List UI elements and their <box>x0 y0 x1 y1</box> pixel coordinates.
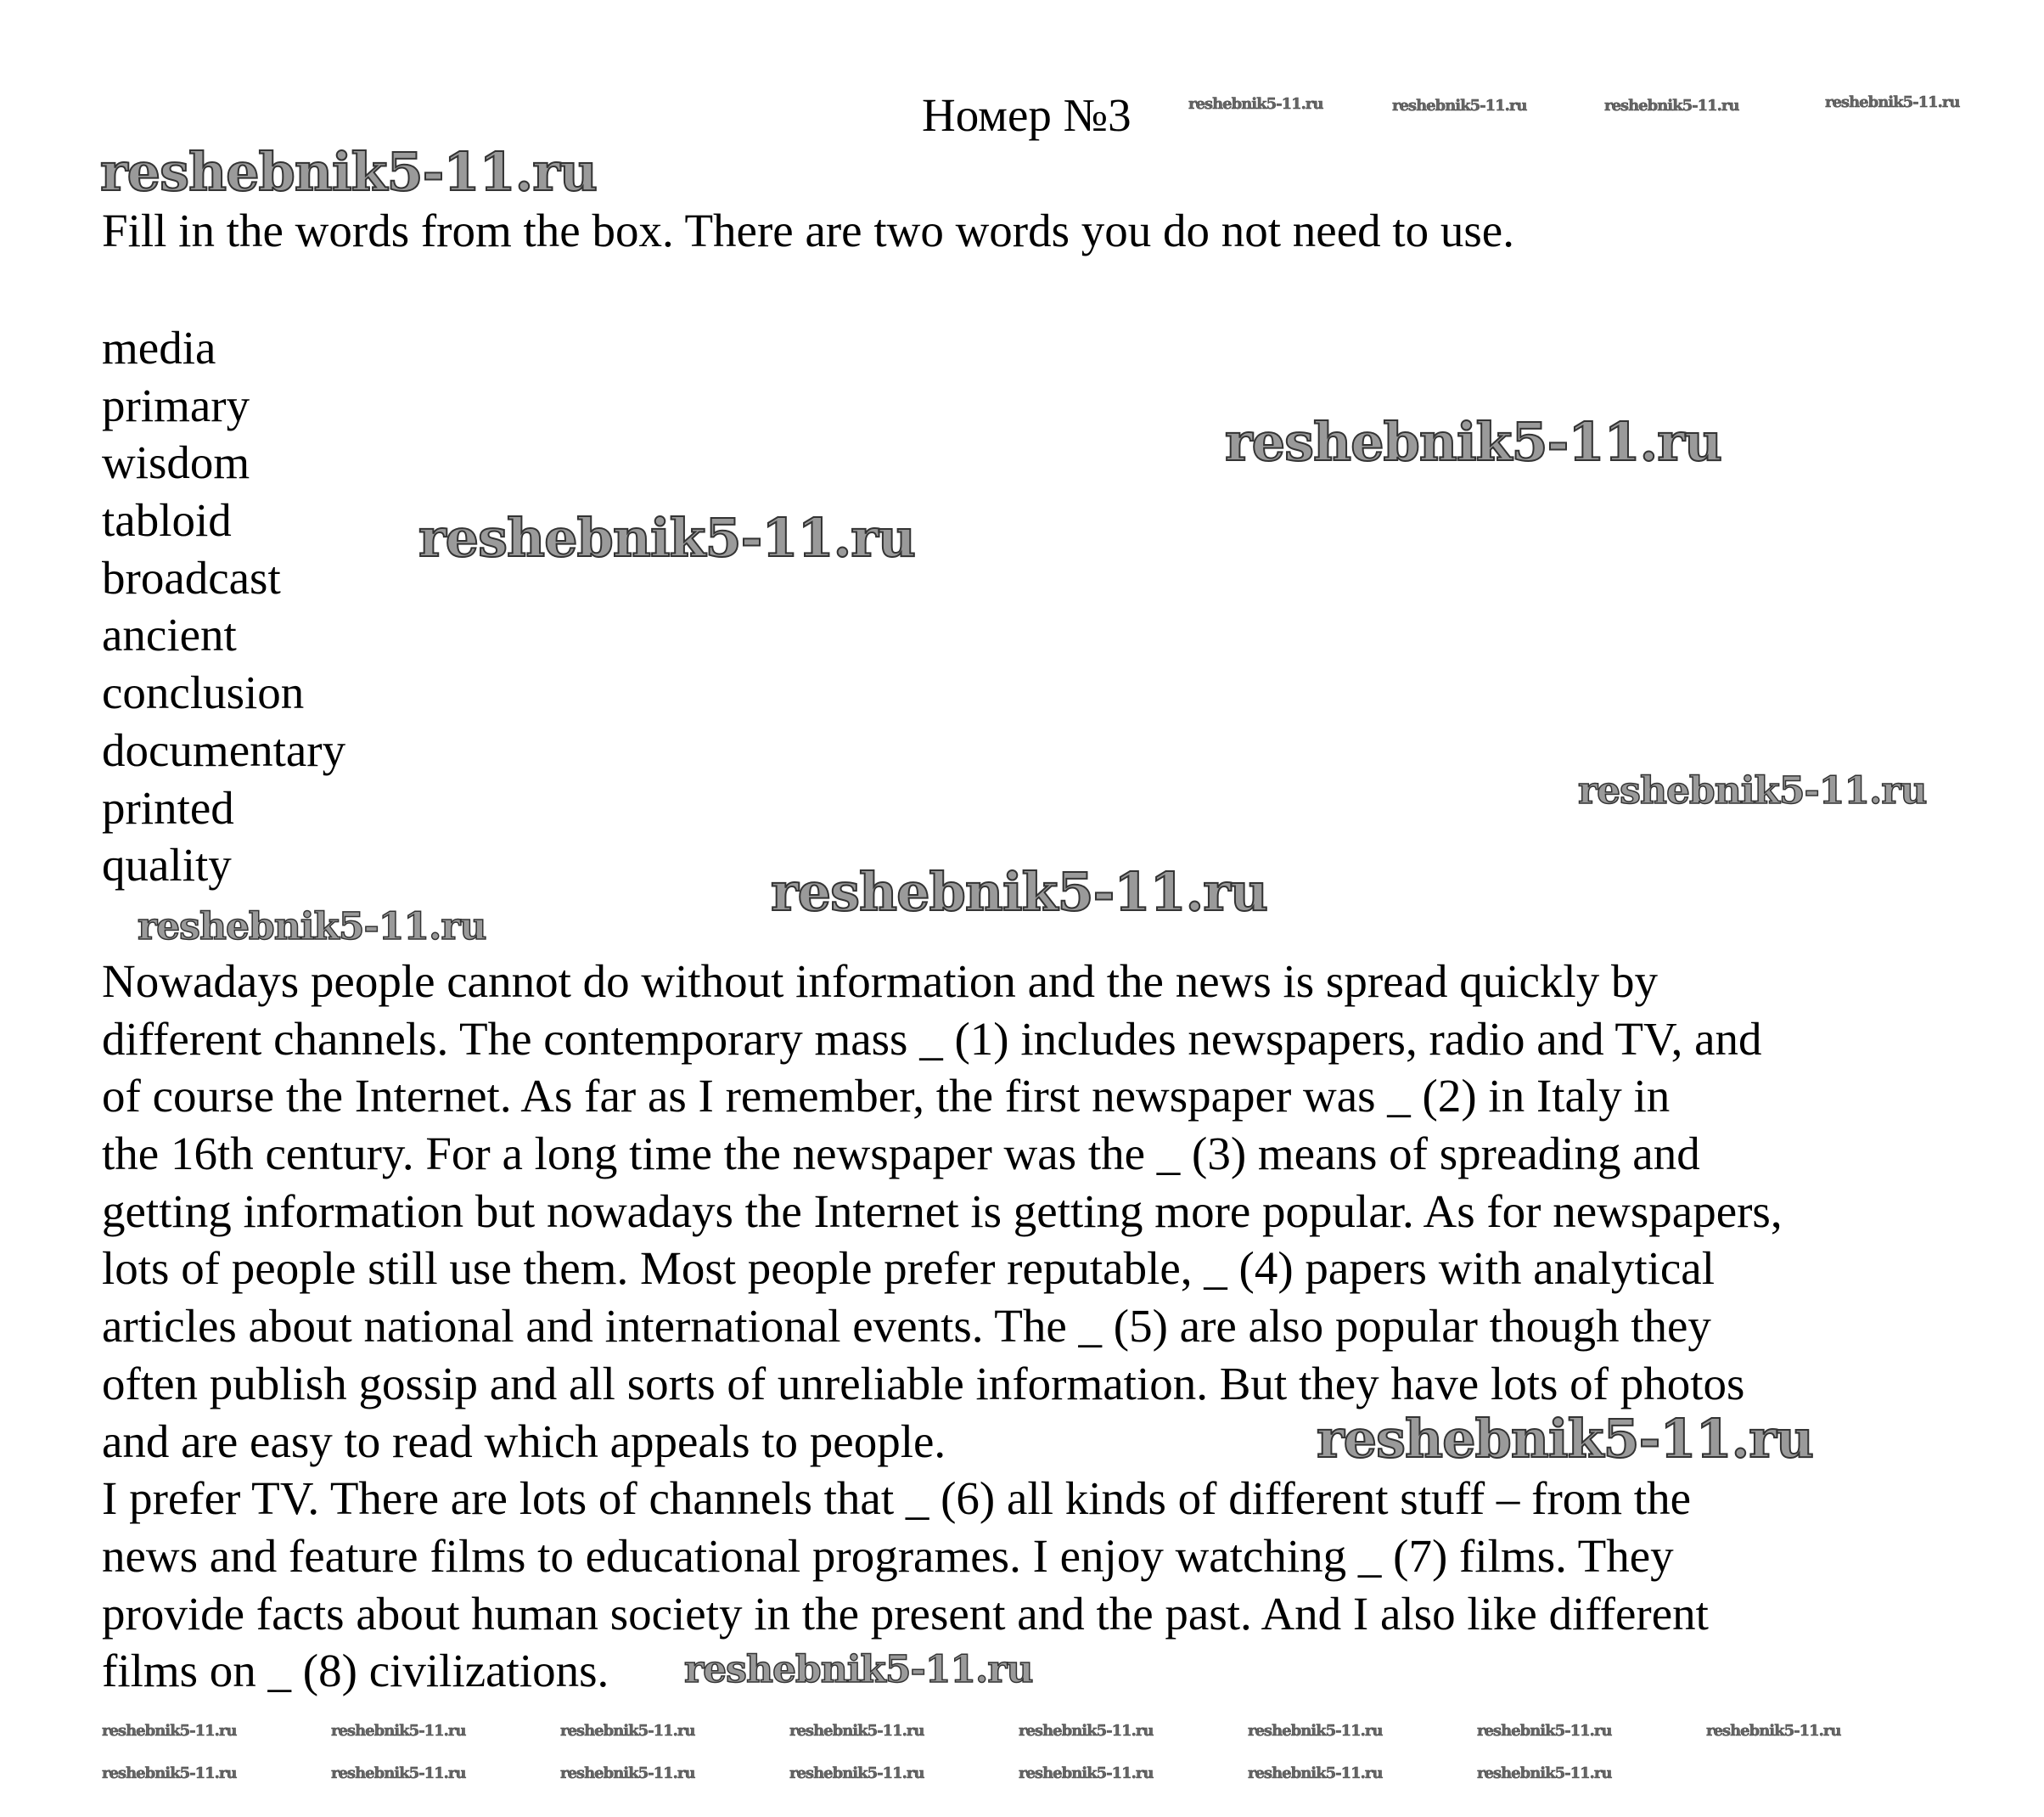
word-box <box>102 319 345 894</box>
watermark: reshebnik5-11.ru <box>331 1722 466 1740</box>
text-line: getting information but nowadays the Internet is getting more popular. As for newspapers, <box>102 1184 1783 1237</box>
watermark: reshebnik5-11.ru <box>1225 411 1721 473</box>
word-item: wisdom <box>102 436 250 489</box>
watermark: reshebnik5-11.ru <box>1019 1764 1154 1782</box>
watermark: reshebnik5-11.ru <box>789 1764 924 1782</box>
word-item: broadcast <box>102 551 281 604</box>
page-title: Номер №3 <box>922 89 1132 141</box>
exercise-text <box>102 953 1783 1700</box>
watermark: reshebnik5-11.ru <box>418 507 915 569</box>
text-line: lots of people still use them. Most people prefer reputable, _ (4) papers with analytical <box>102 1242 1715 1295</box>
watermark: reshebnik5-11.ru <box>789 1722 924 1740</box>
word-item: ancient <box>102 609 237 661</box>
text-line: of course the Internet. As far as I remember, the first newspaper was _ (2) in Italy in <box>102 1070 1671 1122</box>
text-line: news and feature films to educational programes. I enjoy watching _ (7) films. They <box>102 1529 1674 1582</box>
text-line: the 16th century. For a long time the newspaper was the _ (3) means of spreading and <box>102 1128 1700 1180</box>
text-line: Nowadays people cannot do without information and the news is spread quickly by <box>102 955 1658 1007</box>
watermark: reshebnik5-11.ru <box>1392 97 1527 115</box>
text-line: and are easy to read which appeals to people. <box>102 1415 946 1467</box>
watermark: reshebnik5-11.ru <box>100 141 597 203</box>
watermark: reshebnik5-11.ru <box>1019 1722 1154 1740</box>
watermark: reshebnik5-11.ru <box>1248 1764 1383 1782</box>
text-line: films on _ (8) civilizations. <box>102 1645 609 1697</box>
watermark: reshebnik5-11.ru <box>1248 1722 1383 1740</box>
text-line: provide facts about human society in the present and the past. And I also like different <box>102 1587 1709 1640</box>
word-item: primary <box>102 379 250 431</box>
watermark: reshebnik5-11.ru <box>560 1764 695 1782</box>
watermark: reshebnik5-11.ru <box>771 861 1267 923</box>
word-item: printed <box>102 781 234 834</box>
watermark: reshebnik5-11.ru <box>102 1722 237 1740</box>
watermark: reshebnik5-11.ru <box>1477 1764 1612 1782</box>
watermark: reshebnik5-11.ru <box>1578 769 1927 813</box>
watermark: reshebnik5-11.ru <box>1706 1722 1841 1740</box>
watermark: reshebnik5-11.ru <box>1825 93 1960 111</box>
watermark: reshebnik5-11.ru <box>560 1722 695 1740</box>
watermark: reshebnik5-11.ru <box>684 1648 1033 1691</box>
watermark: reshebnik5-11.ru <box>1188 95 1323 113</box>
watermark: reshebnik5-11.ru <box>138 905 486 948</box>
text-line: different channels. The contemporary mass _ (1) includes newspapers, radio and TV, and <box>102 1012 1762 1065</box>
watermark: reshebnik5-11.ru <box>1477 1722 1612 1740</box>
watermark: reshebnik5-11.ru <box>1317 1408 1813 1470</box>
watermark: reshebnik5-11.ru <box>1604 97 1739 115</box>
text-line: I prefer TV. There are lots of channels that _ (6) all kinds of different stuff – from the <box>102 1472 1691 1525</box>
watermark: reshebnik5-11.ru <box>102 1764 237 1782</box>
watermark: reshebnik5-11.ru <box>331 1764 466 1782</box>
text-line: articles about national and international events. The _ (5) are also popular though they <box>102 1300 1711 1353</box>
word-item: quality <box>102 839 232 892</box>
word-item: conclusion <box>102 667 305 719</box>
text-line: often publish gossip and all sorts of unreliable information. But they have lots of photos <box>102 1357 1745 1409</box>
word-item: tabloid <box>102 494 232 547</box>
word-item: media <box>102 322 216 374</box>
word-item: documentary <box>102 723 346 776</box>
instruction: Fill in the words from the box. There are two words you do not need to use. <box>102 205 1514 256</box>
